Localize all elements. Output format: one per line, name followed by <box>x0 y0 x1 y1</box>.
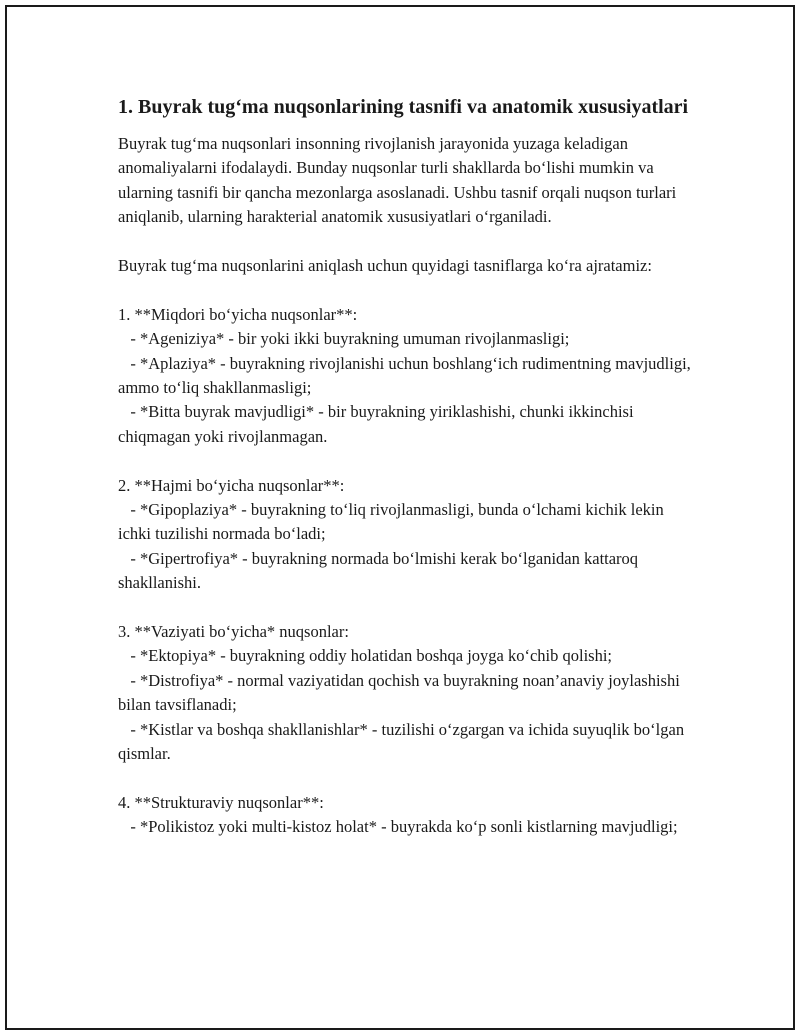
list-item: - *Gipertrofiya* - buyrakning normada bo‘lmishi kerak bo‘lganidan kattaroq shakllanishi. <box>118 548 643 593</box>
list-item: - *Bitta buyrak mavjudligi* - bir buyrakning yiriklashishi, chunki ikkinchisi chiqmagan yoki rivojlanmagan. <box>118 402 638 446</box>
document-body <box>118 94 693 840</box>
list-item: - *Ektopiya* - buyrakning oddiy holatidan boshqa joyga ko‘chib qolishi; <box>118 646 613 666</box>
list-item: - *Kistlar va boshqa shakllanishlar* - tuzilishi o‘zgargan va ichida suyuqlik bo‘lgan qismlar. <box>118 719 689 764</box>
section-title-structural: 4. **Strukturaviy nuqsonlar**: <box>118 792 324 812</box>
paragraph-gap <box>118 230 693 254</box>
section-title-position: 3. **Vaziyati bo‘yicha* nuqsonlar: <box>118 622 349 642</box>
section-title-size: 2. **Hajmi bo‘yicha nuqsonlar**: <box>118 475 345 495</box>
paragraph-gap <box>118 596 693 620</box>
list-item: - *Polikistoz yoki multi-kistoz holat* - buyrakda ko‘p sonli kistlarning mavjudligi; <box>118 817 678 837</box>
list-item: - *Aplaziya* - buyrakning rivojlanishi uchun boshlang‘ich rudimentning mavjudligi, ammo to‘liq shakllanmasligi; <box>118 353 695 398</box>
list-item: - *Distrofiya* - normal vaziyatidan qochish va buyrakning noan’anaviy joylashishi bilan tavsiflanadi; <box>118 670 684 715</box>
paragraph-gap <box>118 278 693 302</box>
section-heading: 1. Buyrak tug‘ma nuqsonlarining tasnifi va anatomik xususiyatlari <box>118 96 689 118</box>
section-title-quantity: 1. **Miqdori bo‘yicha nuqsonlar**: <box>118 304 358 324</box>
list-item: - *Ageniziya* - bir yoki ikki buyrakning umuman rivojlanmasligi; <box>118 329 570 349</box>
paragraph-gap <box>118 767 693 791</box>
lead-paragraph: Buyrak tug‘ma nuqsonlarini aniqlash uchun quyidagi tasniflarga ko‘ra ajratamiz: <box>118 256 652 276</box>
paragraph-gap <box>118 449 693 473</box>
intro-paragraph: Buyrak tug‘ma nuqsonlari insonning rivojlanish jarayonida yuzaga keladigan anomaliyalarni ifodalaydi. Bunday nuqsonlar turli shakllarda bo‘lishi mumkin va ularning tasnifi bir qancha mezonlarga asoslanadi. Ushbu tasnif orqali nuqson turlari aniqlanib, ularning harakterial anatomik xususiyatlari o‘rganiladi. <box>118 134 681 227</box>
list-item: - *Gipoplaziya* - buyrakning to‘liq rivojlanmasligi, bunda o‘lchami kichik lekin ichki tuzilishi normada bo‘ladi; <box>118 500 668 544</box>
